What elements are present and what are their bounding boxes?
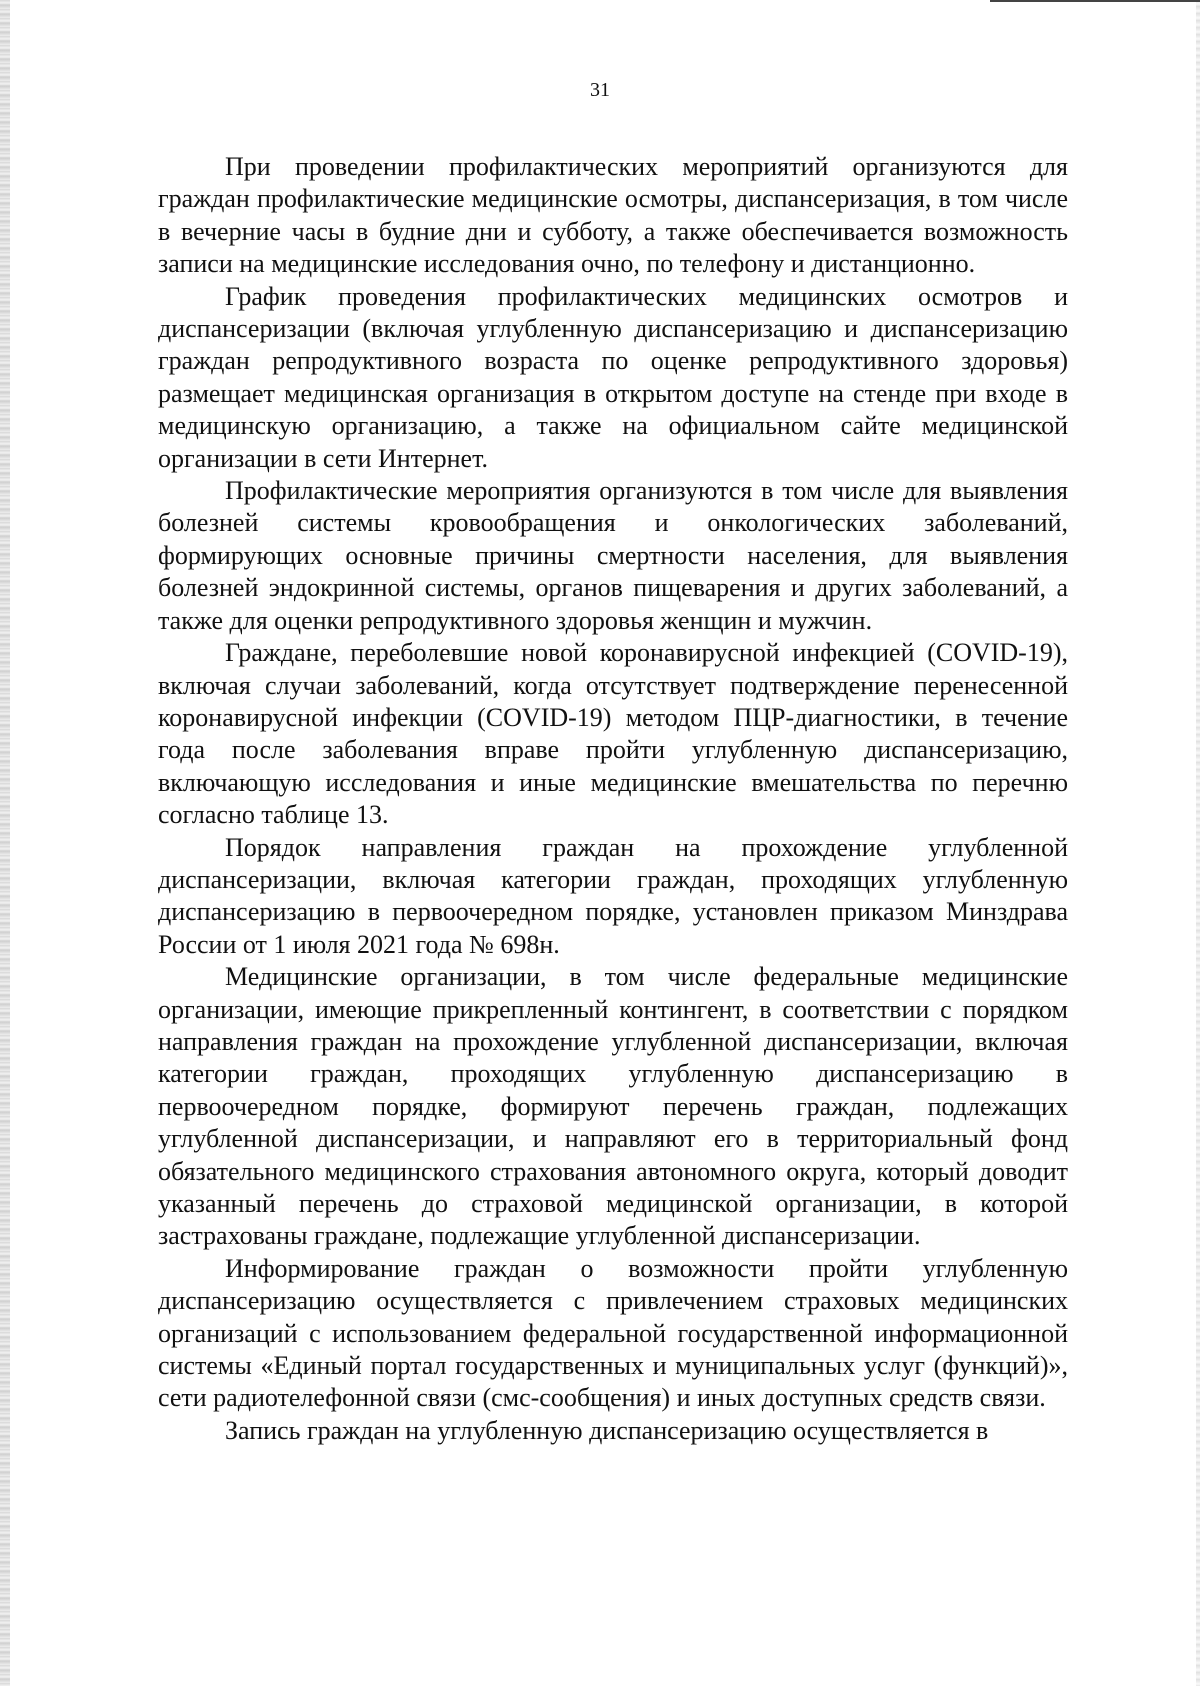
scan-edge-top: [990, 0, 1200, 2]
scan-edge-right: [1196, 0, 1200, 1686]
paragraph-medical-organizations: Медицинские организации, в том числе федеральные медицинские организации, имеющие прикрепленный контингент, в соответствии с порядком направления граждан на прохождение углубленной диспансеризации, включая категории граждан, проходящих углубленную диспансеризацию в первоочередном порядке, формируют перечень граждан, подлежащих углубленной диспансеризации, и направляют его в территориальный фонд обязательного медицинского страхования автономного округа, который доводит указанный перечень до страховой медицинской организации, в которой застрахованы граждане, подлежащие углубленной диспансеризации.: [158, 962, 1068, 1251]
paragraph-schedule: График проведения профилактических медицинских осмотров и диспансеризации (включая углубленную диспансеризацию и диспансеризацию граждан репродуктивного возраста по оценке репродуктивного здоровья) размещает медицинская организация в открытом доступе на стенде при входе в медицинскую организацию, а также на официальном сайте медицинской организации в сети Интернет.: [158, 281, 1068, 473]
page-number: 31: [590, 79, 610, 101]
paragraph-covid-recovered: Граждане, переболевшие новой коронавирусной инфекцией (COVID-19), включая случаи заболеваний, когда отсутствует подтверждение перенесенной коронавирусной инфекции (COVID-19) методом ПЦР-диагностики, в течение года после заболевания вправе пройти углубленную диспансеризацию, включающую исследования и иные медицинские вмешательства по перечню согласно таблице 13.: [158, 638, 1068, 830]
scan-edge-left: [0, 0, 10, 1686]
document-body: [158, 151, 1068, 1447]
paragraph-informing: Информирование граждан о возможности пройти углубленную диспансеризацию осуществляется с привлечением страховых медицинских организаций с использованием федеральной государственной информационной системы «Единый портал государственных и муниципальных услуг (функций)», сети радиотелефонной связи (смс-сообщения) и иных доступных средств связи.: [158, 1253, 1068, 1413]
paragraph-preventive-measures: При проведении профилактических мероприятий организуются для граждан профилактические медицинские осмотры, диспансеризация, в том числе в вечерние часы в будние дни и субботу, а также обеспечивается возможность записи на медицинские исследования очно, по телефону и дистанционно.: [158, 152, 1068, 279]
paragraph-registration: Запись граждан на углубленную диспансеризацию осуществляется в: [225, 1415, 989, 1445]
paragraph-disease-detection: Профилактические мероприятия организуются в том числе для выявления болезней системы кровообращения и онкологических заболеваний, формирующих основные причины смертности населения, для выявления болезней эндокринной системы, органов пищеварения и других заболеваний, а также для оценки репродуктивного здоровья женщин и мужчин.: [158, 476, 1068, 635]
paragraph-referral-order: Порядок направления граждан на прохождение углубленной диспансеризации, включая категории граждан, проходящих углубленную диспансеризацию в первоочередном порядке, установлен приказом Минздрава России от 1 июля 2021 года № 698н.: [158, 832, 1068, 959]
